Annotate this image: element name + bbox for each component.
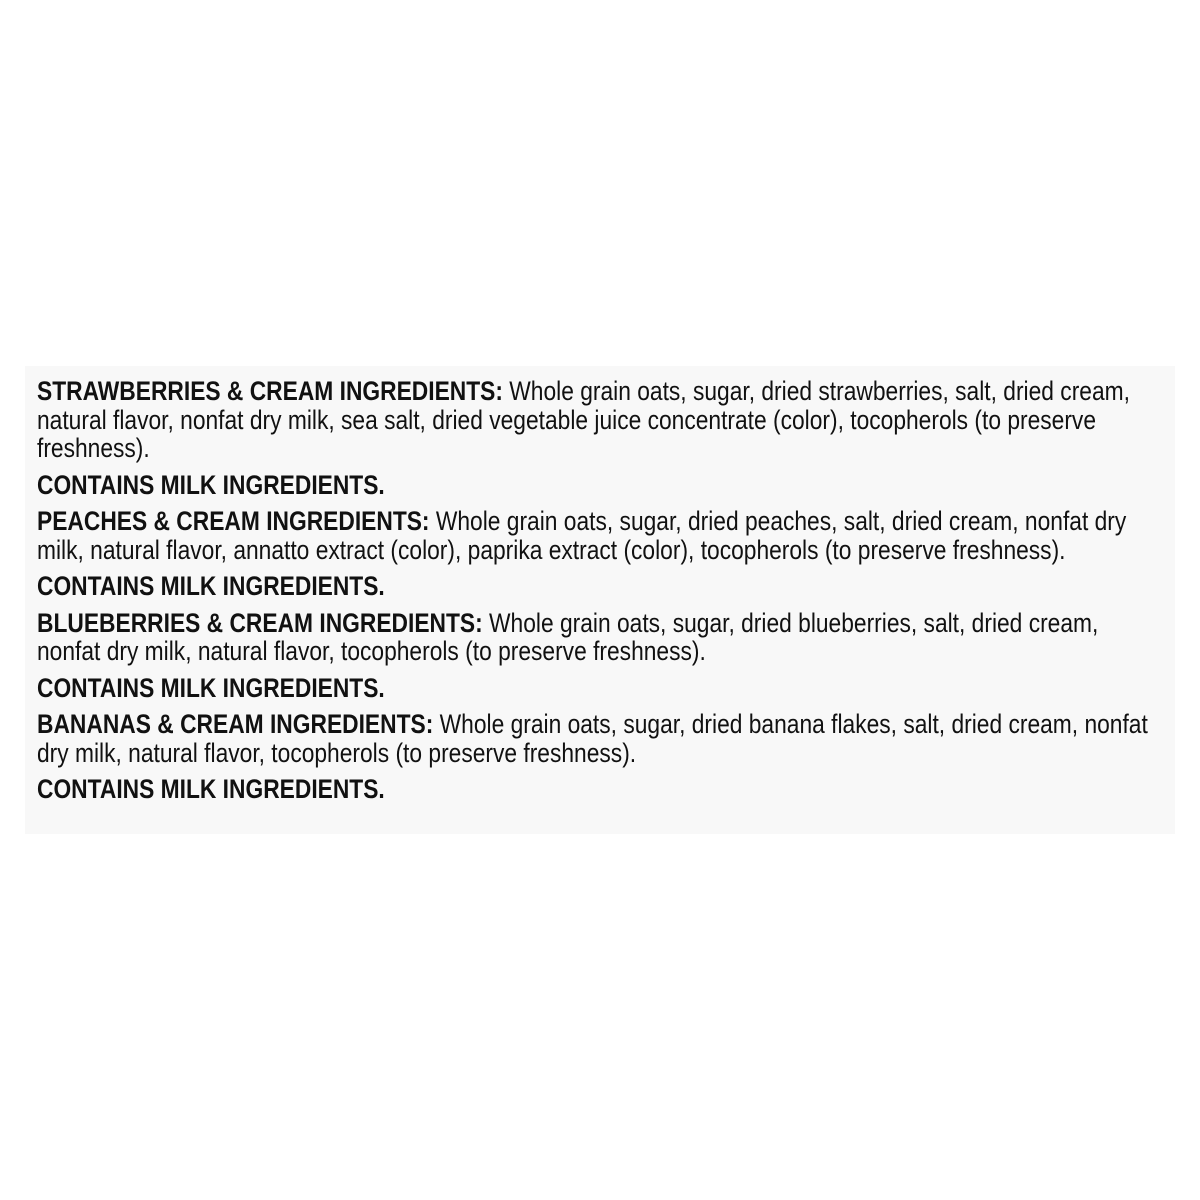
blueberries-cream-heading: BLUEBERRIES & CREAM INGREDIENTS:	[37, 607, 483, 638]
strawberries-cream-ingredient-list: Whole grain oats, sugar, dried strawberries, salt, dried cream, natural flavor, nonfat dry milk, sea salt, dried vegetable juice concentrate (color), tocopherols (to preserve freshness).	[37, 376, 1130, 463]
peaches-cream-ingredient-list: Whole grain oats, sugar, dried peaches, salt, dried cream, nonfat dry milk, natural flavor, annatto extract (color), paprika extract (color), tocopherols (to preserve freshness).	[37, 506, 1127, 565]
peaches-cream-allergen-statement: CONTAINS MILK INGREDIENTS.	[37, 571, 385, 601]
bananas-cream-ingredient-list: Whole grain oats, sugar, dried banana flakes, salt, dried cream, nonfat dry milk, natural flavor, tocopherols (to preserve freshness).	[37, 709, 1148, 768]
peaches-cream-ingredients	[37, 507, 1159, 564]
blueberries-cream-ingredient-list: Whole grain oats, sugar, dried blueberries, salt, dried cream, nonfat dry milk, natural flavor, tocopherols (to preserve freshness).	[37, 607, 1099, 666]
ingredients-text-block	[37, 377, 1159, 804]
ingredients-panel	[25, 366, 1175, 834]
blueberries-cream-allergen-statement: CONTAINS MILK INGREDIENTS.	[37, 672, 385, 703]
bananas-cream-allergen-statement: CONTAINS MILK INGREDIENTS.	[37, 774, 385, 804]
blueberries-cream-ingredients	[37, 609, 1159, 666]
bananas-cream-ingredients	[37, 710, 1159, 767]
strawberries-cream-allergen-statement: CONTAINS MILK INGREDIENTS.	[37, 469, 385, 500]
strawberries-cream-heading: STRAWBERRIES & CREAM INGREDIENTS:	[37, 376, 503, 406]
peaches-cream-heading: PEACHES & CREAM INGREDIENTS:	[37, 506, 430, 536]
strawberries-cream-ingredients	[37, 377, 1159, 463]
bananas-cream-heading: BANANAS & CREAM INGREDIENTS:	[37, 709, 434, 739]
